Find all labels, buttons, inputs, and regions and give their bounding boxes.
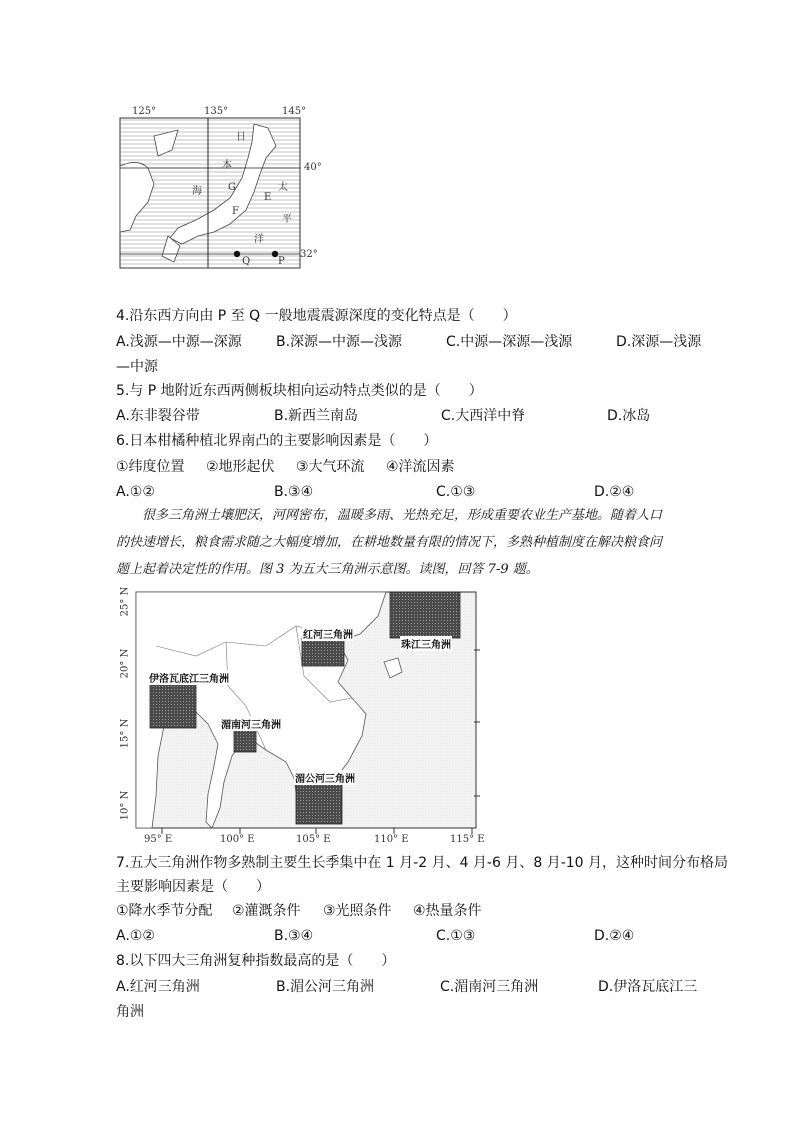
question-4-text: 4.沿东西方向由 P 至 Q 一般地震震源深度的变化特点是（ ） [116, 308, 517, 324]
lat-label-25n: 25° N [119, 586, 131, 617]
map-label-ping: 平 [282, 214, 292, 225]
q7-option-d: D.②④ [594, 928, 635, 944]
question-7-line-1: 7.五大三角洲作物多熟制主要生长季集中在 1 月-2 月、4 月-6 月、8 月-10 月，这种时间分布格局 [116, 855, 729, 871]
map-label-hai: 海 [192, 186, 202, 197]
lat-label-40: 40° [304, 162, 322, 173]
lat-label-32: 32° [300, 249, 318, 260]
q4-option-d-wrap: —中源 [116, 359, 158, 375]
q7-factor-1: ①降水季节分配 [116, 903, 213, 919]
q5-option-c: C.大西洋中脊 [441, 408, 526, 424]
lat-label-15n: 15° N [119, 718, 131, 749]
q8-option-d: D.伊洛瓦底江三 [598, 979, 698, 995]
map-label-tai: 太 [278, 182, 288, 193]
point-label-g: G [228, 182, 236, 193]
delta-passage [116, 502, 701, 583]
map-label-ben: 本 [222, 160, 232, 171]
q7-factor-4: ④热量条件 [413, 903, 482, 919]
point-label-p: P [278, 256, 285, 267]
q5-option-d: D.冰岛 [607, 408, 651, 424]
map-label-ri: 日 [236, 132, 246, 143]
lon-label-95e: 95° E [144, 834, 173, 845]
q7-option-c: C.①③ [436, 928, 476, 944]
lon-label-145: 145° [282, 106, 307, 117]
q6-option-c: C.①③ [436, 484, 476, 500]
question-6-text: 6.日本柑橘种植北界南凸的主要影响因素是（ ） [116, 433, 438, 449]
q7-option-a: A.①② [116, 928, 155, 944]
delta-label-chao-phraya: 湄南河三角洲 [220, 716, 282, 731]
lon-label-100e: 100° E [220, 834, 255, 845]
q8-option-b: B.湄公河三角洲 [276, 979, 375, 995]
delta-label-mekong: 湄公河三角洲 [294, 770, 356, 785]
q8-option-c: C.湄南河三角洲 [440, 979, 539, 995]
point-label-e: E [264, 192, 272, 203]
q6-option-a: A.①② [116, 484, 155, 500]
point-q-dot [234, 251, 240, 257]
point-label-q: Q [242, 256, 251, 267]
q4-option-c: C.中源—深源—浅源 [446, 334, 573, 350]
question-7-line-2: 主要影响因素是（ ） [116, 879, 270, 895]
delta-map [116, 586, 486, 848]
map-label-yang: 洋 [254, 234, 264, 245]
q5-option-a: A.东非裂谷带 [116, 408, 200, 424]
point-label-f: F [232, 206, 239, 217]
q8-option-d-wrap: 角洲 [116, 1004, 144, 1020]
passage-line-2: 的快速增长，粮食需求随之大幅度增加，在耕地数量有限的情况下，多熟种植制度在解决粮食问 [116, 535, 663, 550]
q6-factor-2: ②地形起伏 [206, 459, 275, 475]
passage-line-1: 很多三角洲土壤肥沃，河网密布，温暖多雨、光热充足，形成重要农业生产基地。随着人口 [142, 508, 663, 523]
delta-map-graphic [116, 586, 486, 848]
q6-factor-1: ①纬度位置 [116, 459, 185, 475]
q5-option-b: B.新西兰南岛 [274, 408, 359, 424]
q4-option-a: A.浅源—中源—深源 [116, 334, 242, 350]
q6-option-b: B.③④ [274, 484, 314, 500]
lat-label-20n: 20° N [119, 648, 131, 679]
q6-factor-3: ③大气环流 [296, 459, 365, 475]
lon-label-125: 125° [132, 106, 157, 117]
question-5-text: 5.与 P 地附近东西两侧板块相向运动特点类似的是（ ） [116, 383, 483, 399]
lon-label-115e: 115° E [450, 834, 485, 845]
lon-label-110e: 110° E [374, 834, 409, 845]
lon-label-135: 135° [204, 106, 229, 117]
lon-label-105e: 105° E [296, 834, 331, 845]
q7-option-b: B.③④ [274, 928, 314, 944]
q6-factor-4: ④洋流因素 [386, 459, 455, 475]
q6-option-d: D.②④ [594, 484, 635, 500]
delta-label-pearl-river: 珠江三角洲 [400, 636, 452, 651]
q7-factor-2: ②灌溉条件 [232, 903, 301, 919]
japan-map [118, 106, 322, 270]
passage-line-3: 题上起着决定性的作用。图 3 为五大三角洲示意图。读图，回答 7-9 题。 [116, 562, 539, 577]
q7-factor-3: ③光照条件 [323, 903, 392, 919]
q8-option-a: A.红河三角洲 [116, 979, 200, 995]
delta-label-red-river: 红河三角洲 [302, 626, 354, 641]
lat-label-10n: 10° N [119, 790, 131, 821]
q4-option-b: B.深源—中源—浅源 [276, 334, 403, 350]
delta-label-irrawaddy: 伊洛瓦底江三角洲 [148, 670, 230, 685]
japan-map-graphic [118, 106, 307, 270]
q4-option-d: D.深源—浅源 [616, 334, 702, 350]
question-8-text: 8.以下四大三角洲复种指数最高的是（ ） [116, 953, 396, 969]
